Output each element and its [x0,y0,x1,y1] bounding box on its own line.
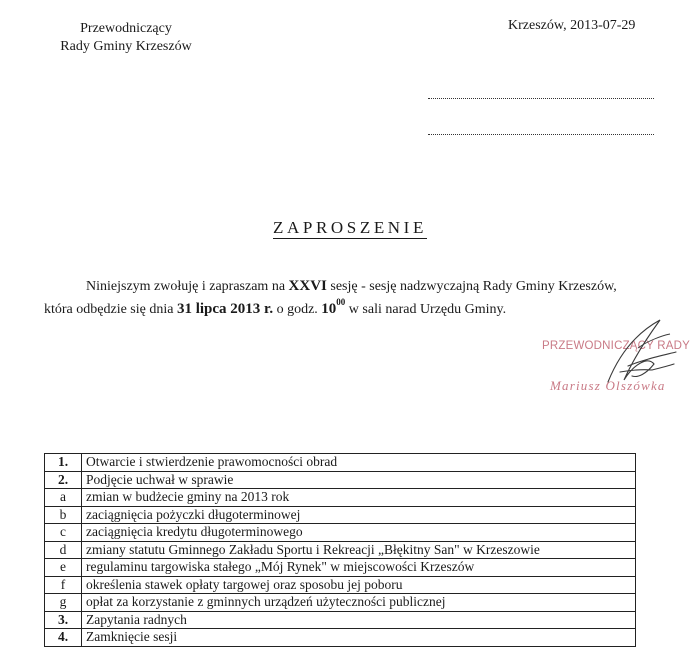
agenda-row [45,629,636,647]
agenda-row [45,541,636,559]
agenda-row [45,524,636,542]
agenda-item-text: Zamknięcie sesji [82,629,636,647]
agenda-row [45,611,636,629]
text-part-4: w sali narad Urzędu Gminy. [345,302,507,317]
text-part-3: o godz. [273,302,322,317]
text-part-2: sesję - sesję nadzwyczajną Rady Gminy Krzeszów, która odbędzie się dnia [44,279,617,317]
stamp-title: PRZEWODNICZĄCY RADY [542,340,690,352]
agenda-item-number: d [45,541,82,559]
session-minutes: 00 [336,297,346,307]
stamp-name: Mariusz Olszówka [550,378,666,393]
signature-stamp [520,312,690,412]
session-number: XXVI [288,278,327,294]
sender-council: Rady Gminy Krzeszów [60,39,192,54]
place-date: Krzeszów, 2013-07-29 [508,18,636,33]
agenda-row [45,594,636,612]
agenda-item-number: e [45,559,82,577]
agenda-item-text: opłat za korzystanie z gminnych urządzeń użyteczności publicznej [82,594,636,612]
agenda-item-number: b [45,506,82,524]
agenda-row [45,559,636,577]
sender-title: Przewodniczący [80,21,172,36]
agenda-item-text: określenia stawek opłaty targowej oraz sposobu jej poboru [82,576,636,594]
handwritten-signature [520,312,690,412]
document-title-text: ZAPROSZENIE [273,218,427,237]
document-title [0,218,700,238]
address-line-1 [428,98,654,99]
session-hour: 10 [321,301,337,317]
agenda-row [45,576,636,594]
agenda-item-number: 2. [45,471,82,489]
agenda-row [45,489,636,507]
agenda-item-text: zmiany statutu Gminnego Zakładu Sportu i Rekreacji „Błękitny San" w Krzeszowie [82,541,636,559]
agenda-table [44,453,636,647]
agenda-item-number: 4. [45,629,82,647]
agenda-item-number: 3. [45,611,82,629]
agenda-item-text: zaciągnięcia pożyczki długoterminowej [82,506,636,524]
session-date: 31 lipca 2013 r. [176,301,274,317]
sender-block [46,20,206,56]
agenda-item-number: 1. [45,454,82,472]
agenda-item-text: Podjęcie uchwał w sprawie [82,471,636,489]
agenda-row [45,454,636,472]
agenda-item-number: f [45,576,82,594]
agenda-item-number: g [45,594,82,612]
agenda-item-text: Otwarcie i stwierdzenie prawomocności obrad [82,454,636,472]
agenda-row [45,471,636,489]
agenda-row [45,506,636,524]
agenda-item-text: zaciągnięcia kredytu długoterminowego [82,524,636,542]
address-line-2 [428,134,654,135]
agenda-item-text: Zapytania radnych [82,611,636,629]
agenda-item-text: regulaminu targowiska stałego „Mój Rynek" w miejscowości Krzeszów [82,559,636,577]
agenda-item-text: zmian w budżecie gminy na 2013 rok [82,489,636,507]
agenda-item-number: c [45,524,82,542]
agenda-item-number: a [45,489,82,507]
text-part-1: Niniejszym zwołuję i zapraszam na [86,279,289,294]
